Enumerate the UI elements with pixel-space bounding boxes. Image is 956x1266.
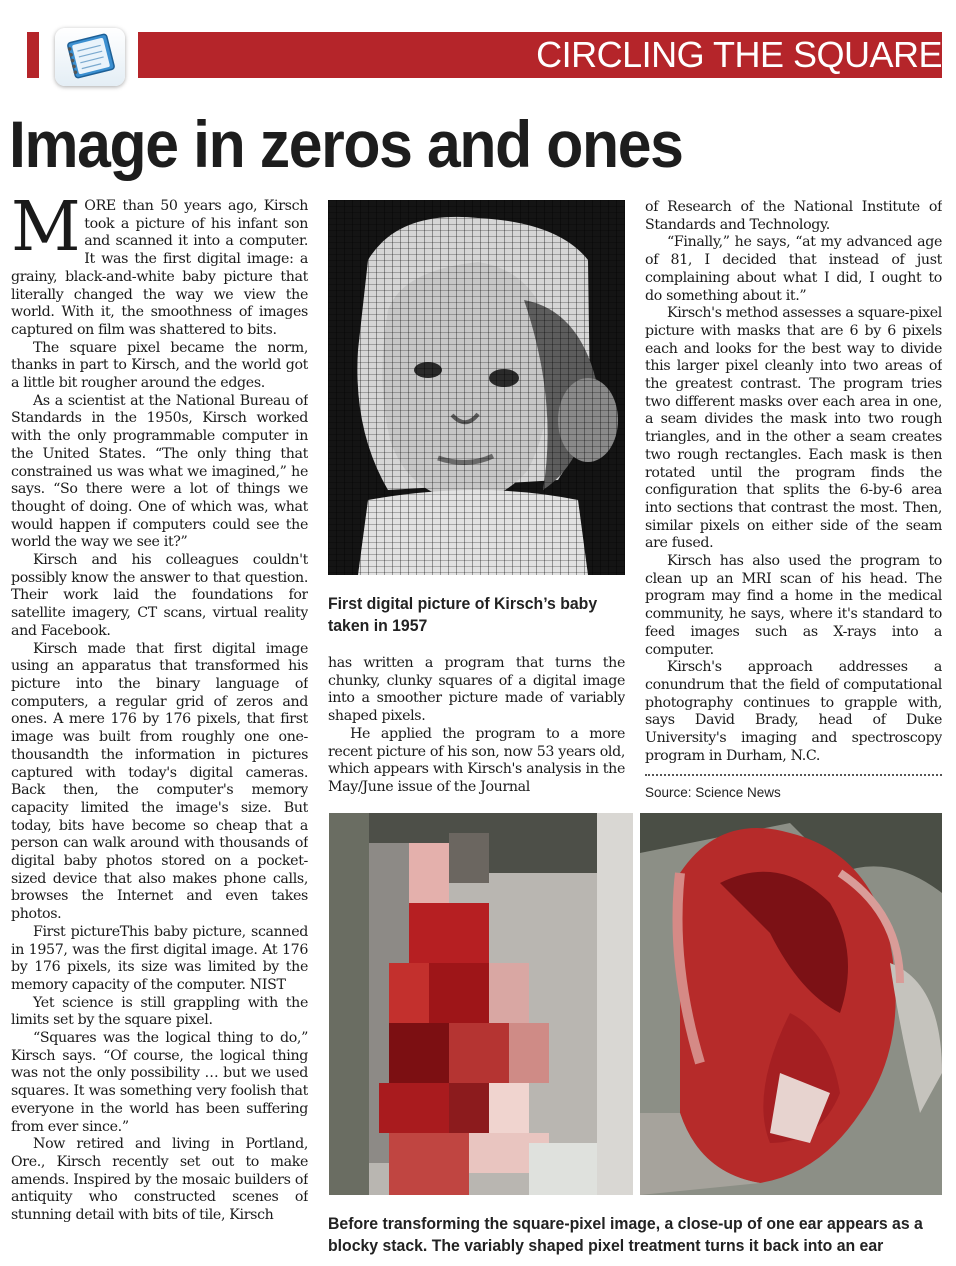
paragraph: Now retired and living in Portland, Ore., Kirsch recently set out to make amends. Inspired by the mosaic builders of antiquity who constructed scenes of stunning detail with bits of tile, Kirsch [11, 1136, 308, 1224]
divider [645, 774, 942, 776]
paragraph: He applied the program to a more recent picture of his son, now 53 years old, which appears with Kirsch's analysis in the May/June issue of the Journal [328, 725, 625, 795]
paragraph: As a scientist at the National Bureau of Standards in the 1950s, Kirsch worked with the only programmable computer in the United States. “The only thing that constrained us was what we imagined,” he says. “So there were a lot of things we thought of doing. One of which was, what would happen if computers could see the world the way we see it?” [11, 392, 308, 551]
section-header [138, 32, 942, 78]
headline: Image in zeros and ones [9, 107, 683, 181]
paragraph: Kirsch has also used the program to clean up an MRI scan of his head. The program may find a home in the medical community, he says, where it's standard to feed images such as X-rays into a computer. [645, 553, 942, 658]
article-column-2 [328, 655, 625, 800]
lead-text: ORE than 50 years ago, Kirsch took a picture of his infant son and scanned it into a computer. It was the first digital image: a grainy, black-and-white baby picture that literally changed the way we view the world. With it, the smoothness of images captured on film was shattered to bits. [11, 198, 308, 338]
paragraph: The square pixel became the norm, thanks in part to Kirsch, and the world got a little bit rougher around the edges. [11, 339, 308, 392]
paragraph: of Research of the National Institute of Standards and Technology. [645, 199, 942, 233]
ear-images-caption: Before transforming the square-pixel image, a close-up of one ear appears as a blocky stack. The variably shaped pixel treatment turns it back into an ear [328, 1214, 923, 1255]
article-column-1 [11, 198, 308, 1260]
baby-photo [328, 200, 625, 575]
section-title: CIRCLING THE SQUARE [536, 34, 942, 75]
paragraph: “Squares was the logical thing to do,” Kirsch says. “Of course, the logical thing was not the only possibility … but we used squares. It was something very foolish that everyone in the world has been suffering from ever since.” [11, 1030, 308, 1135]
dropcap: M [11, 198, 81, 267]
lead-paragraph [11, 198, 308, 340]
article-column-3 [645, 199, 942, 769]
source-credit: Source: Science News [645, 785, 781, 800]
paragraph: Kirsch's method assesses a square-pixel picture with masks that are 6 by 6 pixels each and looks for the best way to divide this larger pixel cleanly into two areas of the greatest contrast. The program tries two different masks over each area in one, a seam divides the mask into two rough triangles, and in the other a seam creates two rough rectangles. Each mask is then rotated until the program finds the configuration that splits the 6-by-6 area into sections that contrast the most. Then, similar pixels on either side of the seam are fused. [645, 305, 942, 552]
paragraph: Kirsch and his colleagues couldn't possibly know the answer to that question. Their work laid the foundations for satellite imagery, CT scans, virtual reality and Facebook. [11, 552, 308, 639]
paragraph: Yet science is still grappling with the limits set by the square pixel. [11, 994, 308, 1029]
ear-image-variable-pixels [640, 813, 942, 1195]
paragraph: has written a program that turns the chunky, clunky squares of a digital image into a smoother picture made of variably shaped pixels. [328, 655, 625, 725]
paragraph: First pictureThis baby picture, scanned in 1957, was the first digital image. At 176 by 176 pixels, its size was limited by the memory capacity of the computer. NIST [11, 923, 308, 993]
ear-image-square-pixels [329, 813, 633, 1195]
section-marker [27, 32, 39, 78]
paragraph: “Finally,” he says, “at my advanced age of 81, I decided that instead of just complaining about what I did, I ought to do something about it.” [645, 234, 942, 304]
notebook-icon [55, 28, 125, 86]
paragraph: Kirsch made that first digital image using an apparatus that transformed his picture into the binary language of computers, a regular grid of zeros and ones. A mere 176 by 176 pixels, that first image was built from roughly one one-thousandth the information in pictures captured with today's digital cameras. Back then, the computer's memory capacity limited the image's size. But today, bits have become so cheap that a person can walk around with thousands of digital baby photos stored on a pocket-sized device that also makes phone calls, browses the Internet and even takes photos. [11, 640, 308, 923]
photo-caption: First digital picture of Kirsch’s baby taken in 1957 [328, 594, 598, 635]
paragraph: Kirsch's approach addresses a conundrum that the field of computational photography continues to grapple with, says David Brady, head of Duke University's imaging and spectroscopy program in Durham, N.C. [645, 659, 942, 764]
